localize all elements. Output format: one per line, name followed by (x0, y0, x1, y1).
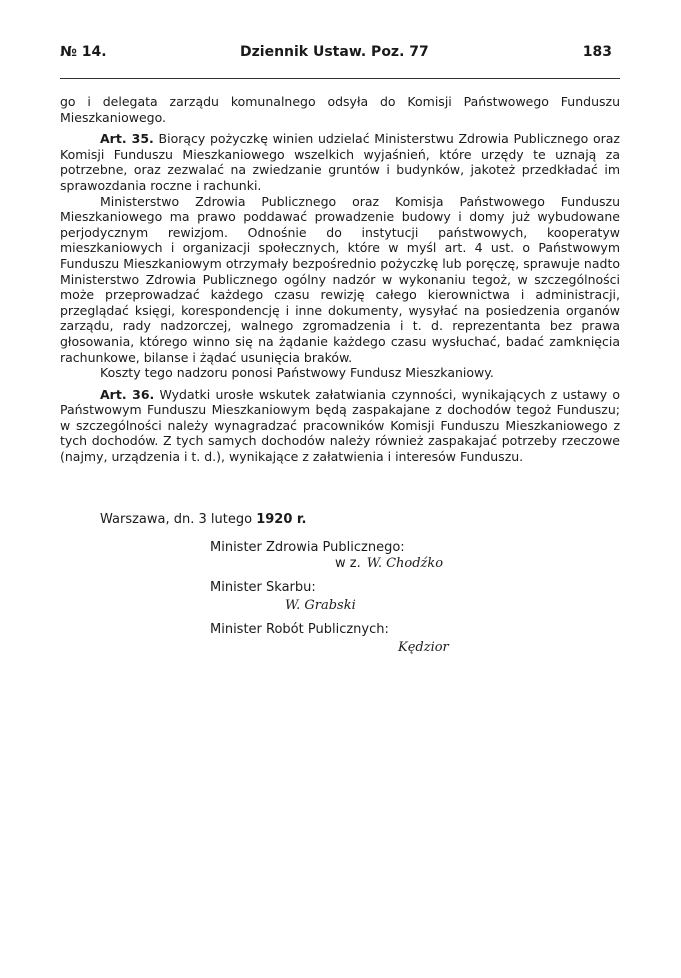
paragraph-costs: Koszty tego nadzoru ponosi Państwowy Fundusz Mieszkaniowy. (100, 365, 494, 381)
journal-title: Dziennik Ustaw. Poz. 77 (240, 44, 429, 60)
paragraph-supervision: Ministerstwo Zdrowia Publicznego oraz Komisja Państwowego Funduszu Mieszkaniowego ma prawo poddawać prowadzenie budowy i domy już wybudowane perjodycznym rewizjom. Odnośnie do instytucji państwowych, kooperatyw mieszkaniowych i organizacji społecznych, które w myśl art. 4 ust. o Państwowym Funduszu Mieszkaniowym otrzymały bezpośrednio pożyczkę lub poręczę, sprawuje nadto Ministerstwo Zdrowia Publicznego ogólny nadzór w wykonaniu tegoż, w szczególności może przeprowadzać każdego czasu rewizję całego kierownictwa i administracji, przeglądać księgi, korespondencję i inne dokumenty, wysyłać na posiedzenia organów zarządu, rady nadzorczej, walnego zgromadzenia i t. d. reprezentanta bez prawa głosowania, którego winno się na żądanie każdego czasu wysłuchać, badać zamknięcia rachunkowe, bilanse i żądać usunięcia braków. (60, 193, 620, 365)
article-35 (60, 131, 620, 193)
article-35-label: Art. 35. (100, 131, 154, 147)
place-date (100, 512, 306, 527)
place-date-text: Warszawa, dn. 3 lutego (100, 512, 253, 527)
year: 1920 r. (256, 512, 307, 527)
article-36 (60, 387, 620, 465)
signature-title-treasury: Minister Skarbu: (210, 580, 316, 595)
body-text (60, 94, 620, 465)
header-rule (60, 78, 620, 79)
article-36-label: Art. 36. (100, 386, 155, 402)
article-36-text: Wydatki urosłe wskutek załatwiania czynności, wynikających z ustawy o Państwowym Funduszu Mieszkaniowym będą zaspakajane z dochodów tegoż Funduszu; w szczególności należy wynagradzać pracowników Komisji Funduszu Mieszkaniowego z tych dochodów. Z tych samych dochodów należy również zaspakajać potrzeby rzeczowe (najmy, urządzenia i t. d.), wynikające z załatwienia i interesów Funduszu. (60, 386, 620, 465)
signature-name-health-text: W. Chodźko (366, 556, 444, 571)
issue-number: № 14. (60, 44, 107, 60)
page-number: 183 (582, 44, 612, 60)
signature-title-health: Minister Zdrowia Publicznego: (210, 540, 405, 555)
signature-name-public-works: Kędzior (398, 640, 449, 655)
page-header (60, 44, 612, 70)
article-35-text: Biorący pożyczkę winien udzielać Ministerstwu Zdrowia Publicznego oraz Komisji Funduszu Mieszkaniowego wszelkich wyjaśnień, które urzędy te uznają za potrzebne, oraz zezwalać na zwiedzanie gruntów i budynków, jakoteż przedkładać im sprawozdania roczne i rachunki. (60, 131, 620, 193)
signature-name-health (335, 556, 443, 571)
paragraph-continuation: go i delegata zarządu komunalnego odsyła do Komisji Państwowego Funduszu Mieszkaniowego. (60, 94, 620, 125)
signature-title-public-works: Minister Robót Publicznych: (210, 622, 389, 637)
signature-prefix: w z. (335, 556, 361, 571)
signature-name-treasury: W. Grabski (285, 598, 356, 613)
